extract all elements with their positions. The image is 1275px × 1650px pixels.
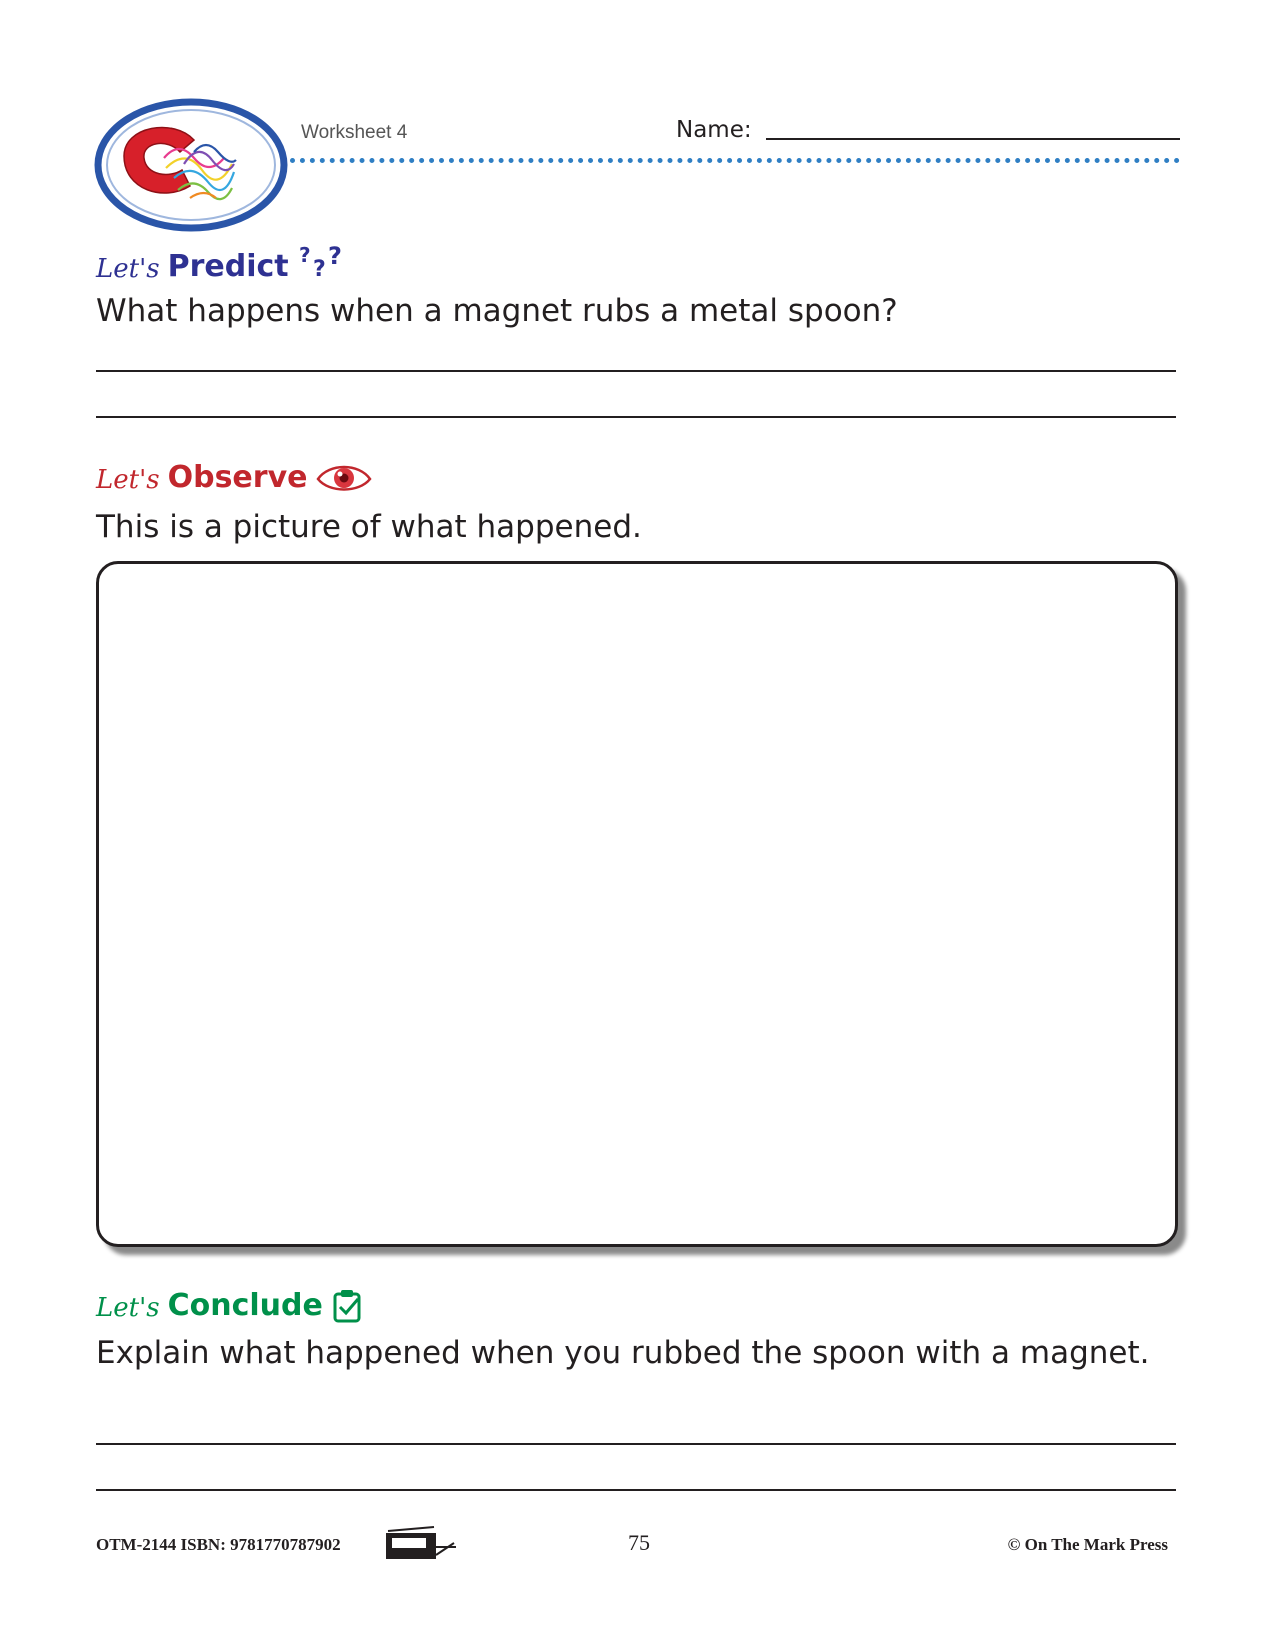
predict-heading — [96, 244, 345, 284]
clipboard-icon — [331, 1287, 365, 1323]
observe-title: Observe — [167, 460, 308, 495]
name-field-line[interactable] — [766, 138, 1180, 140]
observe-heading — [96, 460, 373, 495]
predict-lets: Let's — [96, 254, 160, 284]
worksheet-label: Worksheet 4 — [301, 122, 408, 143]
footer-isbn: OTM-2144 ISBN: 9781770787902 — [96, 1535, 341, 1554]
conclude-answer-line[interactable] — [96, 1443, 1176, 1445]
predict-title: Predict — [167, 249, 289, 284]
conclude-question: Explain what happened when you rubbed the spoon with a magnet. — [96, 1335, 1150, 1371]
header-dotted-divider — [290, 158, 1180, 163]
conclude-answer-line[interactable] — [96, 1489, 1176, 1491]
conclude-title: Conclude — [167, 1288, 323, 1323]
eye-icon — [315, 461, 373, 495]
predict-answer-line[interactable] — [96, 416, 1176, 418]
copyright: © On The Mark Press — [1007, 1535, 1168, 1554]
svg-text:?: ? — [327, 244, 342, 270]
svg-text:?: ? — [298, 244, 311, 267]
drawing-box[interactable] — [96, 561, 1178, 1247]
predict-answer-line[interactable] — [96, 370, 1176, 372]
question-marks-icon — [297, 244, 345, 284]
svg-text:?: ? — [312, 257, 326, 282]
page-number: 75 — [628, 1530, 650, 1555]
conclude-lets: Let's — [96, 1293, 160, 1323]
magnet-logo-icon — [94, 98, 289, 233]
predict-question: What happens when a magnet rubs a metal spoon? — [96, 293, 898, 329]
name-label: Name: — [676, 117, 752, 143]
observe-text: This is a picture of what happened. — [96, 509, 642, 545]
photocopier-icon — [386, 1525, 458, 1561]
conclude-heading — [96, 1287, 365, 1323]
observe-lets: Let's — [96, 465, 160, 495]
